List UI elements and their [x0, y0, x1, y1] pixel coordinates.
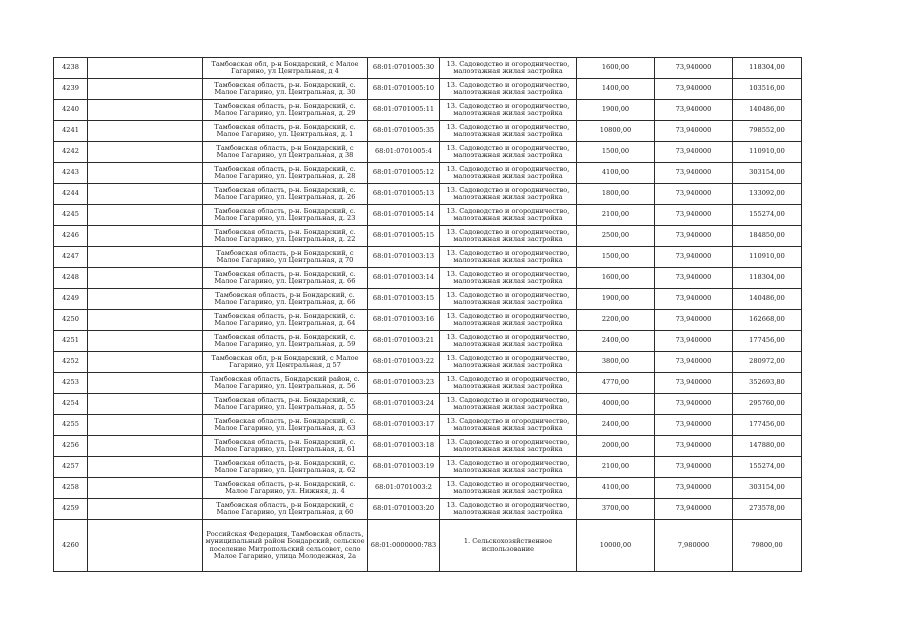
table-row: [54, 100, 802, 121]
rate-cell: 73,940000: [655, 205, 733, 226]
cadastral-number-cell: 68:01:0701005:30: [368, 58, 440, 79]
cadastral-number-cell: 68:01:0701003:2: [368, 478, 440, 499]
area-cell: 2200,00: [577, 310, 655, 331]
rate-cell: 73,940000: [655, 373, 733, 394]
cadastral-value-cell: 273578,00: [733, 499, 802, 520]
cadastral-number-cell: 68:01:0701005:13: [368, 184, 440, 205]
cadastral-number-cell: 68:01:0701005:11: [368, 100, 440, 121]
cadastral-number-cell: 68:01:0701005:14: [368, 205, 440, 226]
land-use-cell: 13. Садоводство и огородничество, малоэтажная жилая застройка: [440, 436, 577, 457]
rate-cell: 73,940000: [655, 163, 733, 184]
row-number-cell: 4258: [54, 478, 88, 499]
empty-cell: [88, 520, 203, 572]
rate-cell: 73,940000: [655, 436, 733, 457]
land-use-cell: 1. Сельскохозяйственное использование: [440, 520, 577, 572]
rate-cell: 73,940000: [655, 352, 733, 373]
rate-cell: 73,940000: [655, 142, 733, 163]
row-number-cell: 4256: [54, 436, 88, 457]
land-use-cell: 13. Садоводство и огородничество, малоэтажная жилая застройка: [440, 352, 577, 373]
land-use-cell: 13. Садоводство и огородничество, малоэтажная жилая застройка: [440, 247, 577, 268]
row-number-cell: 4248: [54, 268, 88, 289]
empty-cell: [88, 373, 203, 394]
cadastral-number-cell: 68:01:0701005:10: [368, 79, 440, 100]
cadastral-number-cell: 68:01:0701005:35: [368, 121, 440, 142]
rate-cell: 73,940000: [655, 478, 733, 499]
cadastral-value-cell: 798552,00: [733, 121, 802, 142]
cadastral-value-cell: 303154,00: [733, 163, 802, 184]
empty-cell: [88, 457, 203, 478]
empty-cell: [88, 226, 203, 247]
empty-cell: [88, 100, 203, 121]
table-row: [54, 310, 802, 331]
rate-cell: 73,940000: [655, 415, 733, 436]
address-cell: Тамбовская область, р-н. Бондарский, с. Малое Гагарино, ул. Центральная, д. 30: [203, 79, 368, 100]
area-cell: 1900,00: [577, 100, 655, 121]
row-number-cell: 4247: [54, 247, 88, 268]
address-cell: Тамбовская область, р-н. Бондарский, с. Малое Гагарино, ул. Центральная, д. 28: [203, 163, 368, 184]
area-cell: 10800,00: [577, 121, 655, 142]
area-cell: 1600,00: [577, 268, 655, 289]
table-row: [54, 142, 802, 163]
row-number-cell: 4257: [54, 457, 88, 478]
table-row: [54, 58, 802, 79]
rate-cell: 73,940000: [655, 268, 733, 289]
rate-cell: 73,940000: [655, 226, 733, 247]
cadastral-value-cell: 147880,00: [733, 436, 802, 457]
land-use-cell: 13. Садоводство и огородничество, малоэтажная жилая застройка: [440, 415, 577, 436]
land-use-cell: 13. Садоводство и огородничество, малоэтажная жилая застройка: [440, 394, 577, 415]
row-number-cell: 4259: [54, 499, 88, 520]
empty-cell: [88, 289, 203, 310]
address-cell: Тамбовская область, р-н Бондарский, с Малое Гагарино, ул Центральная, д 38: [203, 142, 368, 163]
table-row: [54, 478, 802, 499]
land-use-cell: 13. Садоводство и огородничество, малоэтажная жилая застройка: [440, 121, 577, 142]
cadastral-number-cell: 68:01:0701005:12: [368, 163, 440, 184]
address-cell: Тамбовская область, р-н Бондарский, с. Малое Гагарино, ул. Центральная, д. 66: [203, 289, 368, 310]
row-number-cell: 4241: [54, 121, 88, 142]
cadastral-value-cell: 280972,00: [733, 352, 802, 373]
area-cell: 2100,00: [577, 205, 655, 226]
empty-cell: [88, 184, 203, 205]
table-row: [54, 415, 802, 436]
cadastral-number-cell: 68:01:0701003:18: [368, 436, 440, 457]
address-cell: Тамбовская обл, р-н Бондарский, с Малое Гагарино, ул Центральная, д 4: [203, 58, 368, 79]
cadastral-value-cell: 155274,00: [733, 457, 802, 478]
area-cell: 4000,00: [577, 394, 655, 415]
area-cell: 2000,00: [577, 436, 655, 457]
cadastral-number-cell: 68:01:0701003:17: [368, 415, 440, 436]
cadastral-number-cell: 68:01:0701003:23: [368, 373, 440, 394]
cadastral-value-cell: 140486,00: [733, 289, 802, 310]
rate-cell: 73,940000: [655, 394, 733, 415]
row-number-cell: 4250: [54, 310, 88, 331]
row-number-cell: 4239: [54, 79, 88, 100]
cadastral-number-cell: 68:01:0701003:22: [368, 352, 440, 373]
address-cell: Тамбовская область, р-н. Бондарский, с. Малое Гагарино, ул. Центральная, д. 59: [203, 331, 368, 352]
cadastral-value-cell: 103516,00: [733, 79, 802, 100]
rate-cell: 73,940000: [655, 247, 733, 268]
table-row: [54, 373, 802, 394]
row-number-cell: 4252: [54, 352, 88, 373]
cadastral-value-cell: 140486,00: [733, 100, 802, 121]
cadastral-value-cell: 110910,00: [733, 247, 802, 268]
address-cell: Тамбовская область, р-н. Бондарский, с. Малое Гагарино, ул. Центральная, д. 55: [203, 394, 368, 415]
table-row: [54, 457, 802, 478]
table-row: [54, 205, 802, 226]
address-cell: Тамбовская область, р-н. Бондарский, с. Малое Гагарино, ул. Центральная, д. 23: [203, 205, 368, 226]
area-cell: 2400,00: [577, 415, 655, 436]
table-body: [54, 58, 802, 572]
rate-cell: 73,940000: [655, 100, 733, 121]
land-use-cell: 13. Садоводство и огородничество, малоэтажная жилая застройка: [440, 499, 577, 520]
row-number-cell: 4255: [54, 415, 88, 436]
cadastral-number-cell: 68:01:0000000:783: [368, 520, 440, 572]
row-number-cell: 4244: [54, 184, 88, 205]
address-cell: Тамбовская область, р-н. Бондарский, с. Малое Гагарино, ул. Центральная, д. 22: [203, 226, 368, 247]
cadastral-value-cell: 110910,00: [733, 142, 802, 163]
area-cell: 1500,00: [577, 247, 655, 268]
empty-cell: [88, 331, 203, 352]
empty-cell: [88, 478, 203, 499]
area-cell: 2100,00: [577, 457, 655, 478]
area-cell: 4770,00: [577, 373, 655, 394]
rate-cell: 73,940000: [655, 79, 733, 100]
address-cell: Тамбовская область, р-н. Бондарский, с. Малое Гагарино, ул. Нижняя, д. 4: [203, 478, 368, 499]
address-cell: Тамбовская область, р-н. Бондарский, с. Малое Гагарино, ул. Центральная, д. 63: [203, 415, 368, 436]
cadastral-number-cell: 68:01:0701003:19: [368, 457, 440, 478]
area-cell: 1600,00: [577, 58, 655, 79]
address-cell: Тамбовская область, р-н. Бондарский, с. Малое Гагарино, ул. Центральная, д. 64: [203, 310, 368, 331]
rate-cell: 73,940000: [655, 58, 733, 79]
empty-cell: [88, 121, 203, 142]
cadastral-value-cell: 295760,00: [733, 394, 802, 415]
address-cell: Тамбовская область, р-н. Бондарский, с. Малое Гагарино, ул. Центральная, д. 29: [203, 100, 368, 121]
land-use-cell: 13. Садоводство и огородничество, малоэтажная жилая застройка: [440, 184, 577, 205]
cadastral-value-cell: 352693,80: [733, 373, 802, 394]
cadastral-number-cell: 68:01:0701005:15: [368, 226, 440, 247]
land-use-cell: 13. Садоводство и огородничество, малоэтажная жилая застройка: [440, 79, 577, 100]
area-cell: 2500,00: [577, 226, 655, 247]
empty-cell: [88, 310, 203, 331]
table-row: [54, 184, 802, 205]
land-use-cell: 13. Садоводство и огородничество, малоэтажная жилая застройка: [440, 310, 577, 331]
empty-cell: [88, 142, 203, 163]
cadastral-number-cell: 68:01:0701003:20: [368, 499, 440, 520]
row-number-cell: 4242: [54, 142, 88, 163]
row-number-cell: 4253: [54, 373, 88, 394]
address-cell: Тамбовская область, р-н. Бондарский, с. Малое Гагарино, ул. Центральная, д. 61: [203, 436, 368, 457]
cadastral-value-cell: 177456,00: [733, 331, 802, 352]
rate-cell: 73,940000: [655, 121, 733, 142]
land-use-cell: 13. Садоводство и огородничество, малоэтажная жилая застройка: [440, 100, 577, 121]
land-use-cell: 13. Садоводство и огородничество, малоэтажная жилая застройка: [440, 478, 577, 499]
address-cell: Тамбовская область, р-н Бондарский, с Малое Гагарино, ул Центральная, д 70: [203, 247, 368, 268]
empty-cell: [88, 58, 203, 79]
area-cell: 3800,00: [577, 352, 655, 373]
area-cell: 1900,00: [577, 289, 655, 310]
rate-cell: 73,940000: [655, 289, 733, 310]
rate-cell: 73,940000: [655, 310, 733, 331]
table-row: [54, 79, 802, 100]
empty-cell: [88, 268, 203, 289]
land-use-cell: 13. Садоводство и огородничество, малоэтажная жилая застройка: [440, 268, 577, 289]
rate-cell: 73,940000: [655, 184, 733, 205]
address-cell: Тамбовская обл, р-н Бондарский, с Малое Гагарино, ул Центральная, д 57: [203, 352, 368, 373]
area-cell: 1800,00: [577, 184, 655, 205]
rate-cell: 73,940000: [655, 331, 733, 352]
empty-cell: [88, 79, 203, 100]
row-number-cell: 4260: [54, 520, 88, 572]
address-cell: Тамбовская область, р-н. Бондарский, с. Малое Гагарино, ул. Центральная, д. 26: [203, 184, 368, 205]
cadastral-number-cell: 68:01:0701003:24: [368, 394, 440, 415]
address-cell: Тамбовская область, Бондарский район, с. Малое Гагарино, ул. Центральная, д. 56: [203, 373, 368, 394]
area-cell: 4100,00: [577, 163, 655, 184]
address-cell: Российская Федерация, Тамбовская область, муниципальный район Бондарский, сельское поселение Митропольский сельсовет, село Малое Гагарино, улица Молодежная, 2а: [203, 520, 368, 572]
table-row: [54, 247, 802, 268]
row-number-cell: 4243: [54, 163, 88, 184]
empty-cell: [88, 499, 203, 520]
table-row: [54, 268, 802, 289]
table-row: [54, 520, 802, 572]
area-cell: 10000,00: [577, 520, 655, 572]
table-row: [54, 226, 802, 247]
row-number-cell: 4245: [54, 205, 88, 226]
table-row: [54, 163, 802, 184]
address-cell: Тамбовская область, р-н. Бондарский, с. Малое Гагарино, ул. Центральная, д. 66: [203, 268, 368, 289]
area-cell: 2400,00: [577, 331, 655, 352]
cadastral-value-cell: 177456,00: [733, 415, 802, 436]
land-use-cell: 13. Садоводство и огородничество, малоэтажная жилая застройка: [440, 142, 577, 163]
land-use-cell: 13. Садоводство и огородничество, малоэтажная жилая застройка: [440, 58, 577, 79]
area-cell: 1500,00: [577, 142, 655, 163]
empty-cell: [88, 436, 203, 457]
table-row: [54, 331, 802, 352]
table-row: [54, 499, 802, 520]
rate-cell: 7,980000: [655, 520, 733, 572]
rate-cell: 73,940000: [655, 457, 733, 478]
cadastral-value-table: [53, 57, 802, 572]
area-cell: 3700,00: [577, 499, 655, 520]
cadastral-value-cell: 184850,00: [733, 226, 802, 247]
cadastral-value-cell: 155274,00: [733, 205, 802, 226]
rate-cell: 73,940000: [655, 499, 733, 520]
address-cell: Тамбовская область, р-н. Бондарский, с. Малое Гагарино, ул. Центральная, д. 62: [203, 457, 368, 478]
table-row: [54, 121, 802, 142]
cadastral-number-cell: 68:01:0701005:4: [368, 142, 440, 163]
row-number-cell: 4254: [54, 394, 88, 415]
table-row: [54, 436, 802, 457]
row-number-cell: 4240: [54, 100, 88, 121]
cadastral-value-cell: 162668,00: [733, 310, 802, 331]
cadastral-number-cell: 68:01:0701003:15: [368, 289, 440, 310]
row-number-cell: 4249: [54, 289, 88, 310]
address-cell: Тамбовская область, р-н Бондарский, с Малое Гагарино, ул Центральная, д 60: [203, 499, 368, 520]
area-cell: 1400,00: [577, 79, 655, 100]
empty-cell: [88, 205, 203, 226]
land-use-cell: 13. Садоводство и огородничество, малоэтажная жилая застройка: [440, 289, 577, 310]
empty-cell: [88, 247, 203, 268]
row-number-cell: 4246: [54, 226, 88, 247]
empty-cell: [88, 394, 203, 415]
land-use-cell: 13. Садоводство и огородничество, малоэтажная жилая застройка: [440, 457, 577, 478]
table-row: [54, 289, 802, 310]
cadastral-number-cell: 68:01:0701003:16: [368, 310, 440, 331]
cadastral-value-cell: 79800,00: [733, 520, 802, 572]
table-row: [54, 352, 802, 373]
cadastral-value-cell: 303154,00: [733, 478, 802, 499]
address-cell: Тамбовская область, р-н. Бондарский, с. Малое Гагарино, ул. Центральная, д. 1: [203, 121, 368, 142]
cadastral-value-cell: 118304,00: [733, 268, 802, 289]
empty-cell: [88, 163, 203, 184]
empty-cell: [88, 352, 203, 373]
cadastral-value-cell: 133092,00: [733, 184, 802, 205]
land-use-cell: 13. Садоводство и огородничество, малоэтажная жилая застройка: [440, 205, 577, 226]
row-number-cell: 4251: [54, 331, 88, 352]
cadastral-number-cell: 68:01:0701003:14: [368, 268, 440, 289]
land-use-cell: 13. Садоводство и огородничество, малоэтажная жилая застройка: [440, 226, 577, 247]
land-use-cell: 13. Садоводство и огородничество, малоэтажная жилая застройка: [440, 163, 577, 184]
land-use-cell: 13. Садоводство и огородничество, малоэтажная жилая застройка: [440, 373, 577, 394]
empty-cell: [88, 415, 203, 436]
land-use-cell: 13. Садоводство и огородничество, малоэтажная жилая застройка: [440, 331, 577, 352]
cadastral-value-cell: 118304,00: [733, 58, 802, 79]
table-row: [54, 394, 802, 415]
cadastral-number-cell: 68:01:0701003:13: [368, 247, 440, 268]
area-cell: 4100,00: [577, 478, 655, 499]
cadastral-number-cell: 68:01:0701003:21: [368, 331, 440, 352]
row-number-cell: 4238: [54, 58, 88, 79]
